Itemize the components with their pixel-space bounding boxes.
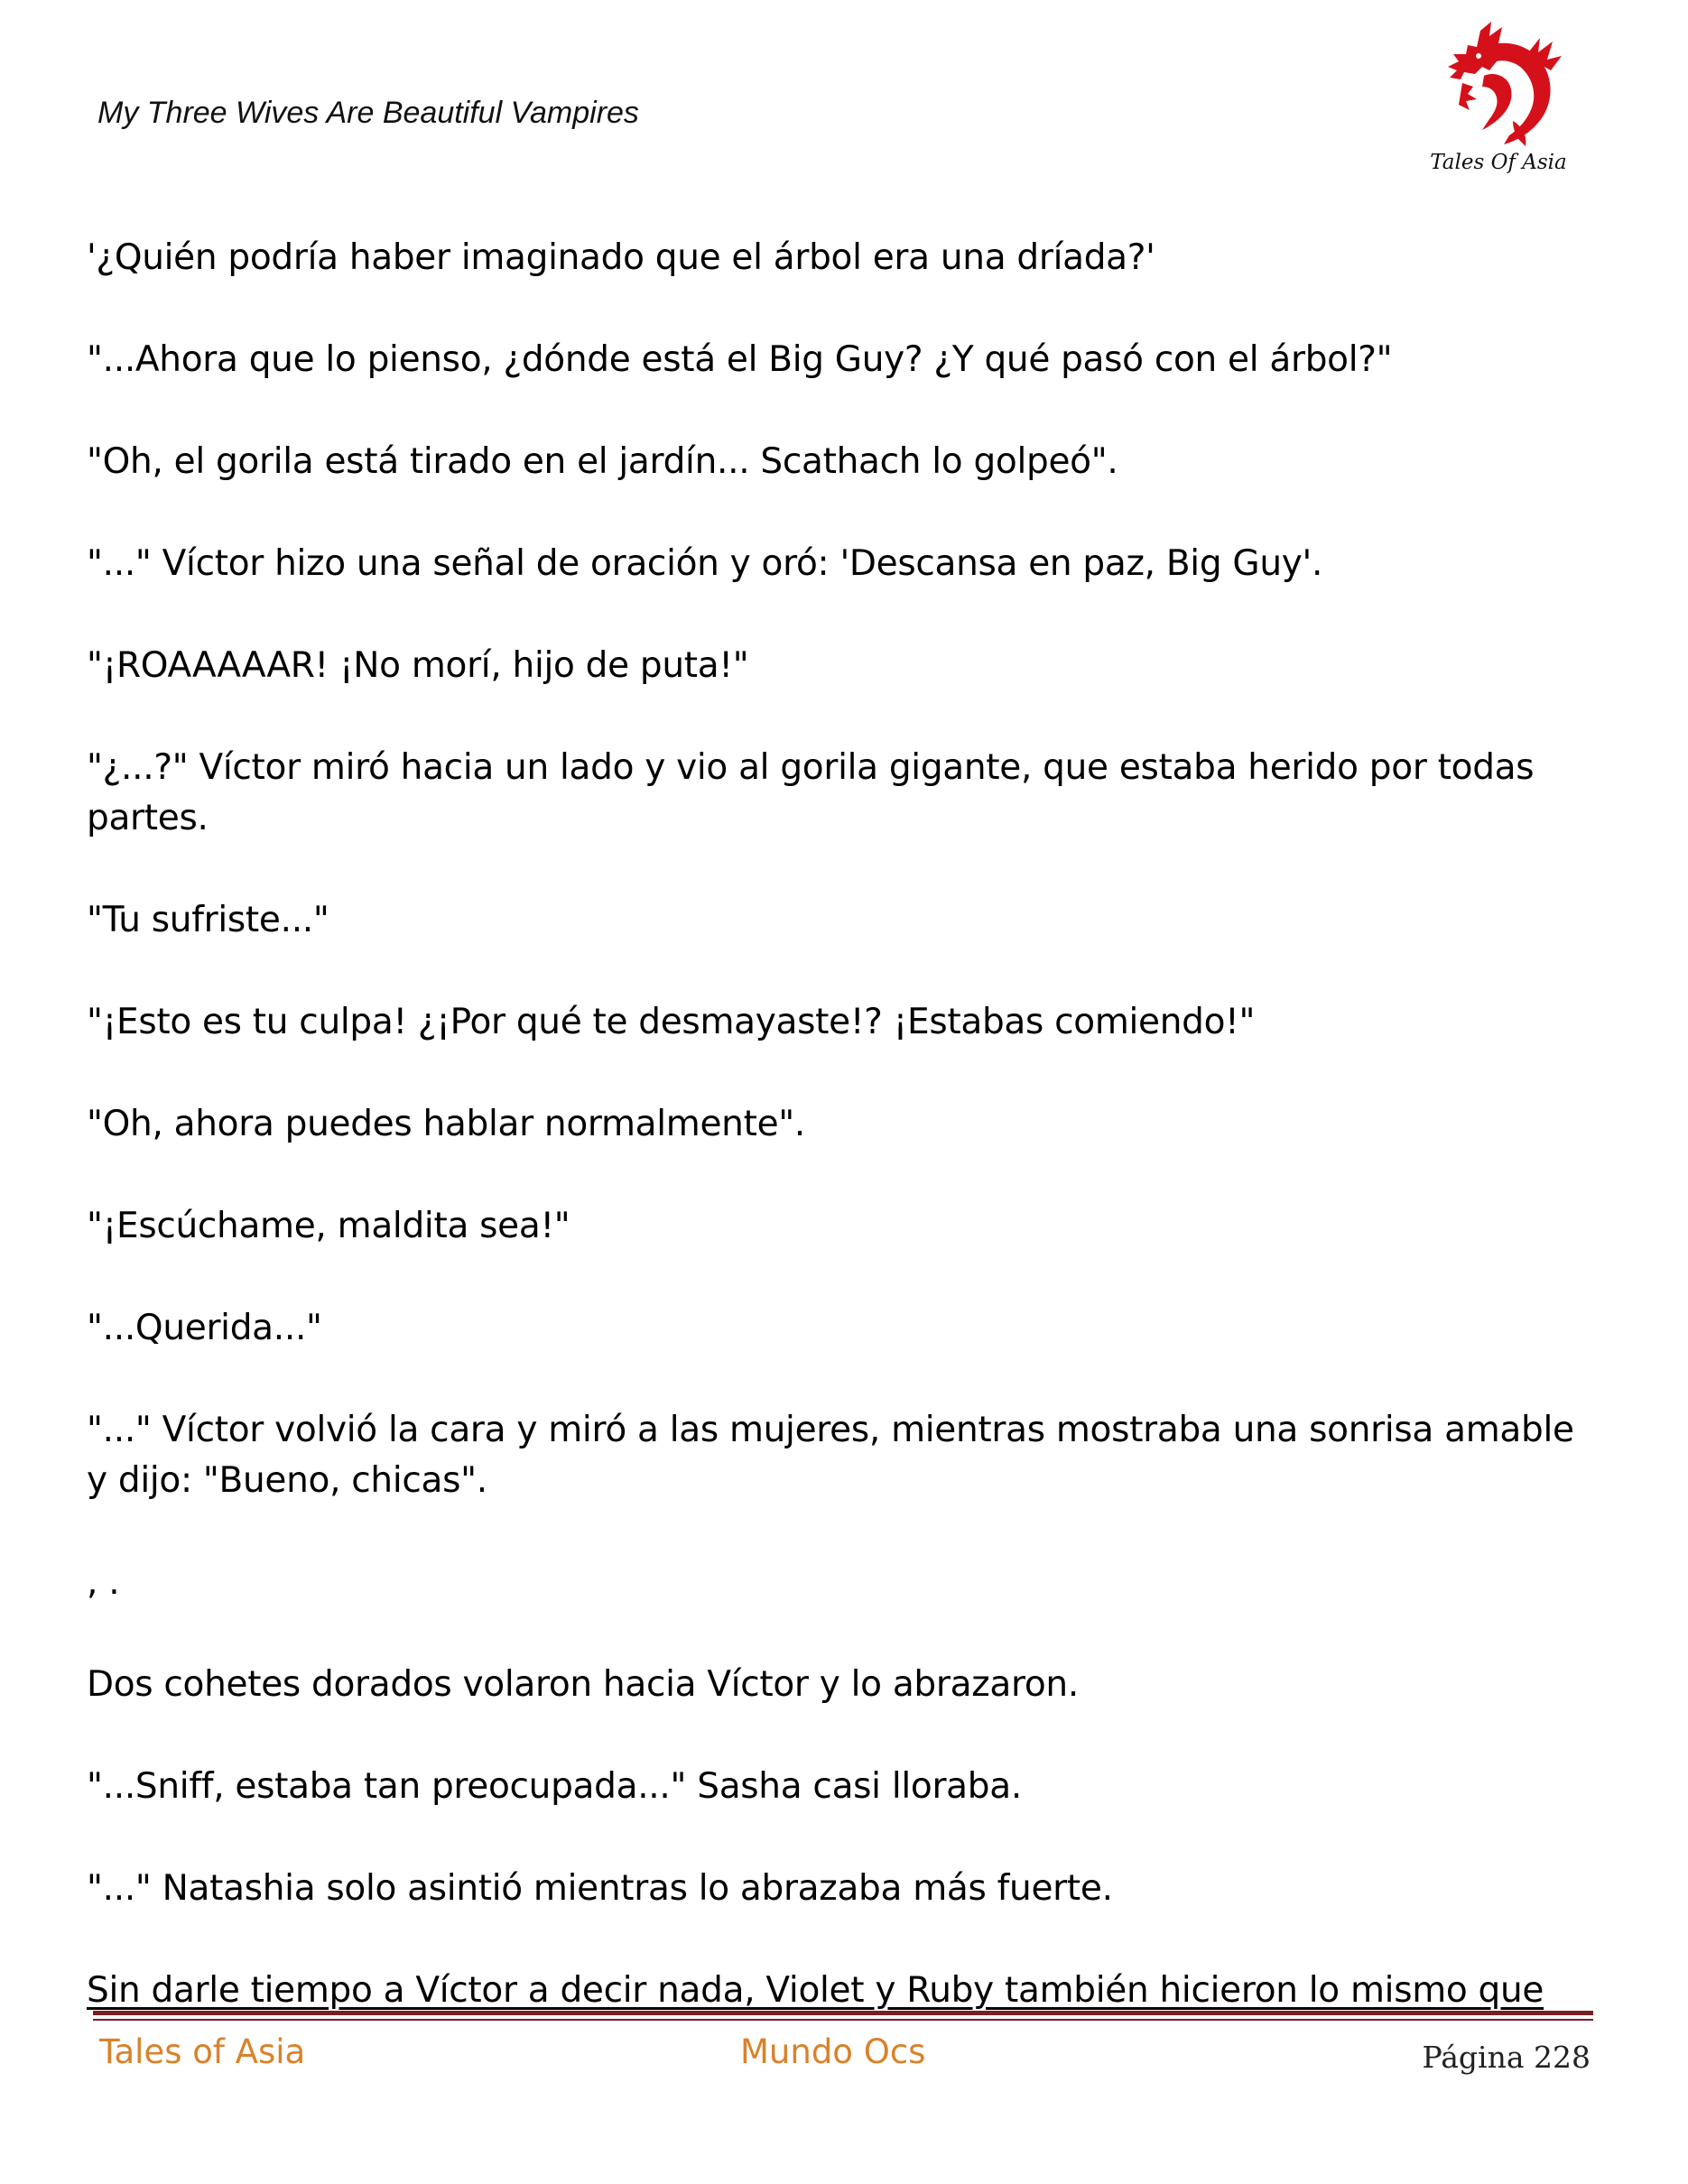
paragraph: "¡Esto es tu culpa! ¿¡Por qué te desmayaste!? ¡Estabas comiendo!" (87, 1002, 1256, 1042)
paragraph: "¿...?" Víctor miró hacia un lado y vio al gorila gigante, que estaba herido por todas partes. (87, 747, 1535, 838)
paragraph: Sin darle tiempo a Víctor a decir nada, Violet y Ruby también hicieron lo mismo que (87, 1970, 1544, 2011)
logo-caption: Tales Of Asia (1430, 151, 1567, 174)
paragraph: "Tu sufriste..." (87, 900, 329, 940)
paragraph: , . (87, 1562, 120, 1603)
paragraph: Dos cohetes dorados volaron hacia Víctor y lo abrazaron. (87, 1664, 1079, 1705)
paragraph: "..." Natashia solo asintió mientras lo abrazaba más fuerte. (87, 1868, 1113, 1909)
footer-divider-thin (93, 2019, 1593, 2021)
chapter-text (87, 233, 1576, 2038)
footer-divider (93, 2011, 1593, 2015)
paragraph: "..." Víctor hizo una señal de oración y oró: 'Descansa en paz, Big Guy'. (87, 543, 1323, 584)
paragraph: "...Ahora que lo pienso, ¿dónde está el Big Guy? ¿Y qué pasó con el árbol?" (87, 339, 1393, 380)
footer-section: Mundo Ocs (740, 2032, 926, 2071)
paragraph: "¡Escúchame, maldita sea!" (87, 1206, 570, 1246)
tales-of-asia-logo (1426, 20, 1571, 182)
page-number: Página 228 (1422, 2040, 1591, 2075)
book-title: My Three Wives Are Beautiful Vampires (97, 96, 639, 130)
footer-publisher: Tales of Asia (99, 2032, 306, 2071)
red-dragon-icon (1426, 20, 1571, 155)
paragraph: "...Sniff, estaba tan preocupada..." Sasha casi lloraba. (87, 1766, 1022, 1807)
paragraph: "...Querida..." (87, 1308, 322, 1348)
paragraph: "..." Víctor volvió la cara y miró a las mujeres, mientras mostraba una sonrisa amable y dijo: "Bueno, chicas". (87, 1410, 1574, 1501)
paragraph: "Oh, el gorila está tirado en el jardín... Scathach lo golpeó". (87, 441, 1118, 482)
paragraph: "Oh, ahora puedes hablar normalmente". (87, 1104, 806, 1144)
paragraph: "¡ROAAAAAR! ¡No morí, hijo de puta!" (87, 645, 749, 686)
paragraph: '¿Quién podría haber imaginado que el árbol era una dríada?' (87, 237, 1155, 278)
